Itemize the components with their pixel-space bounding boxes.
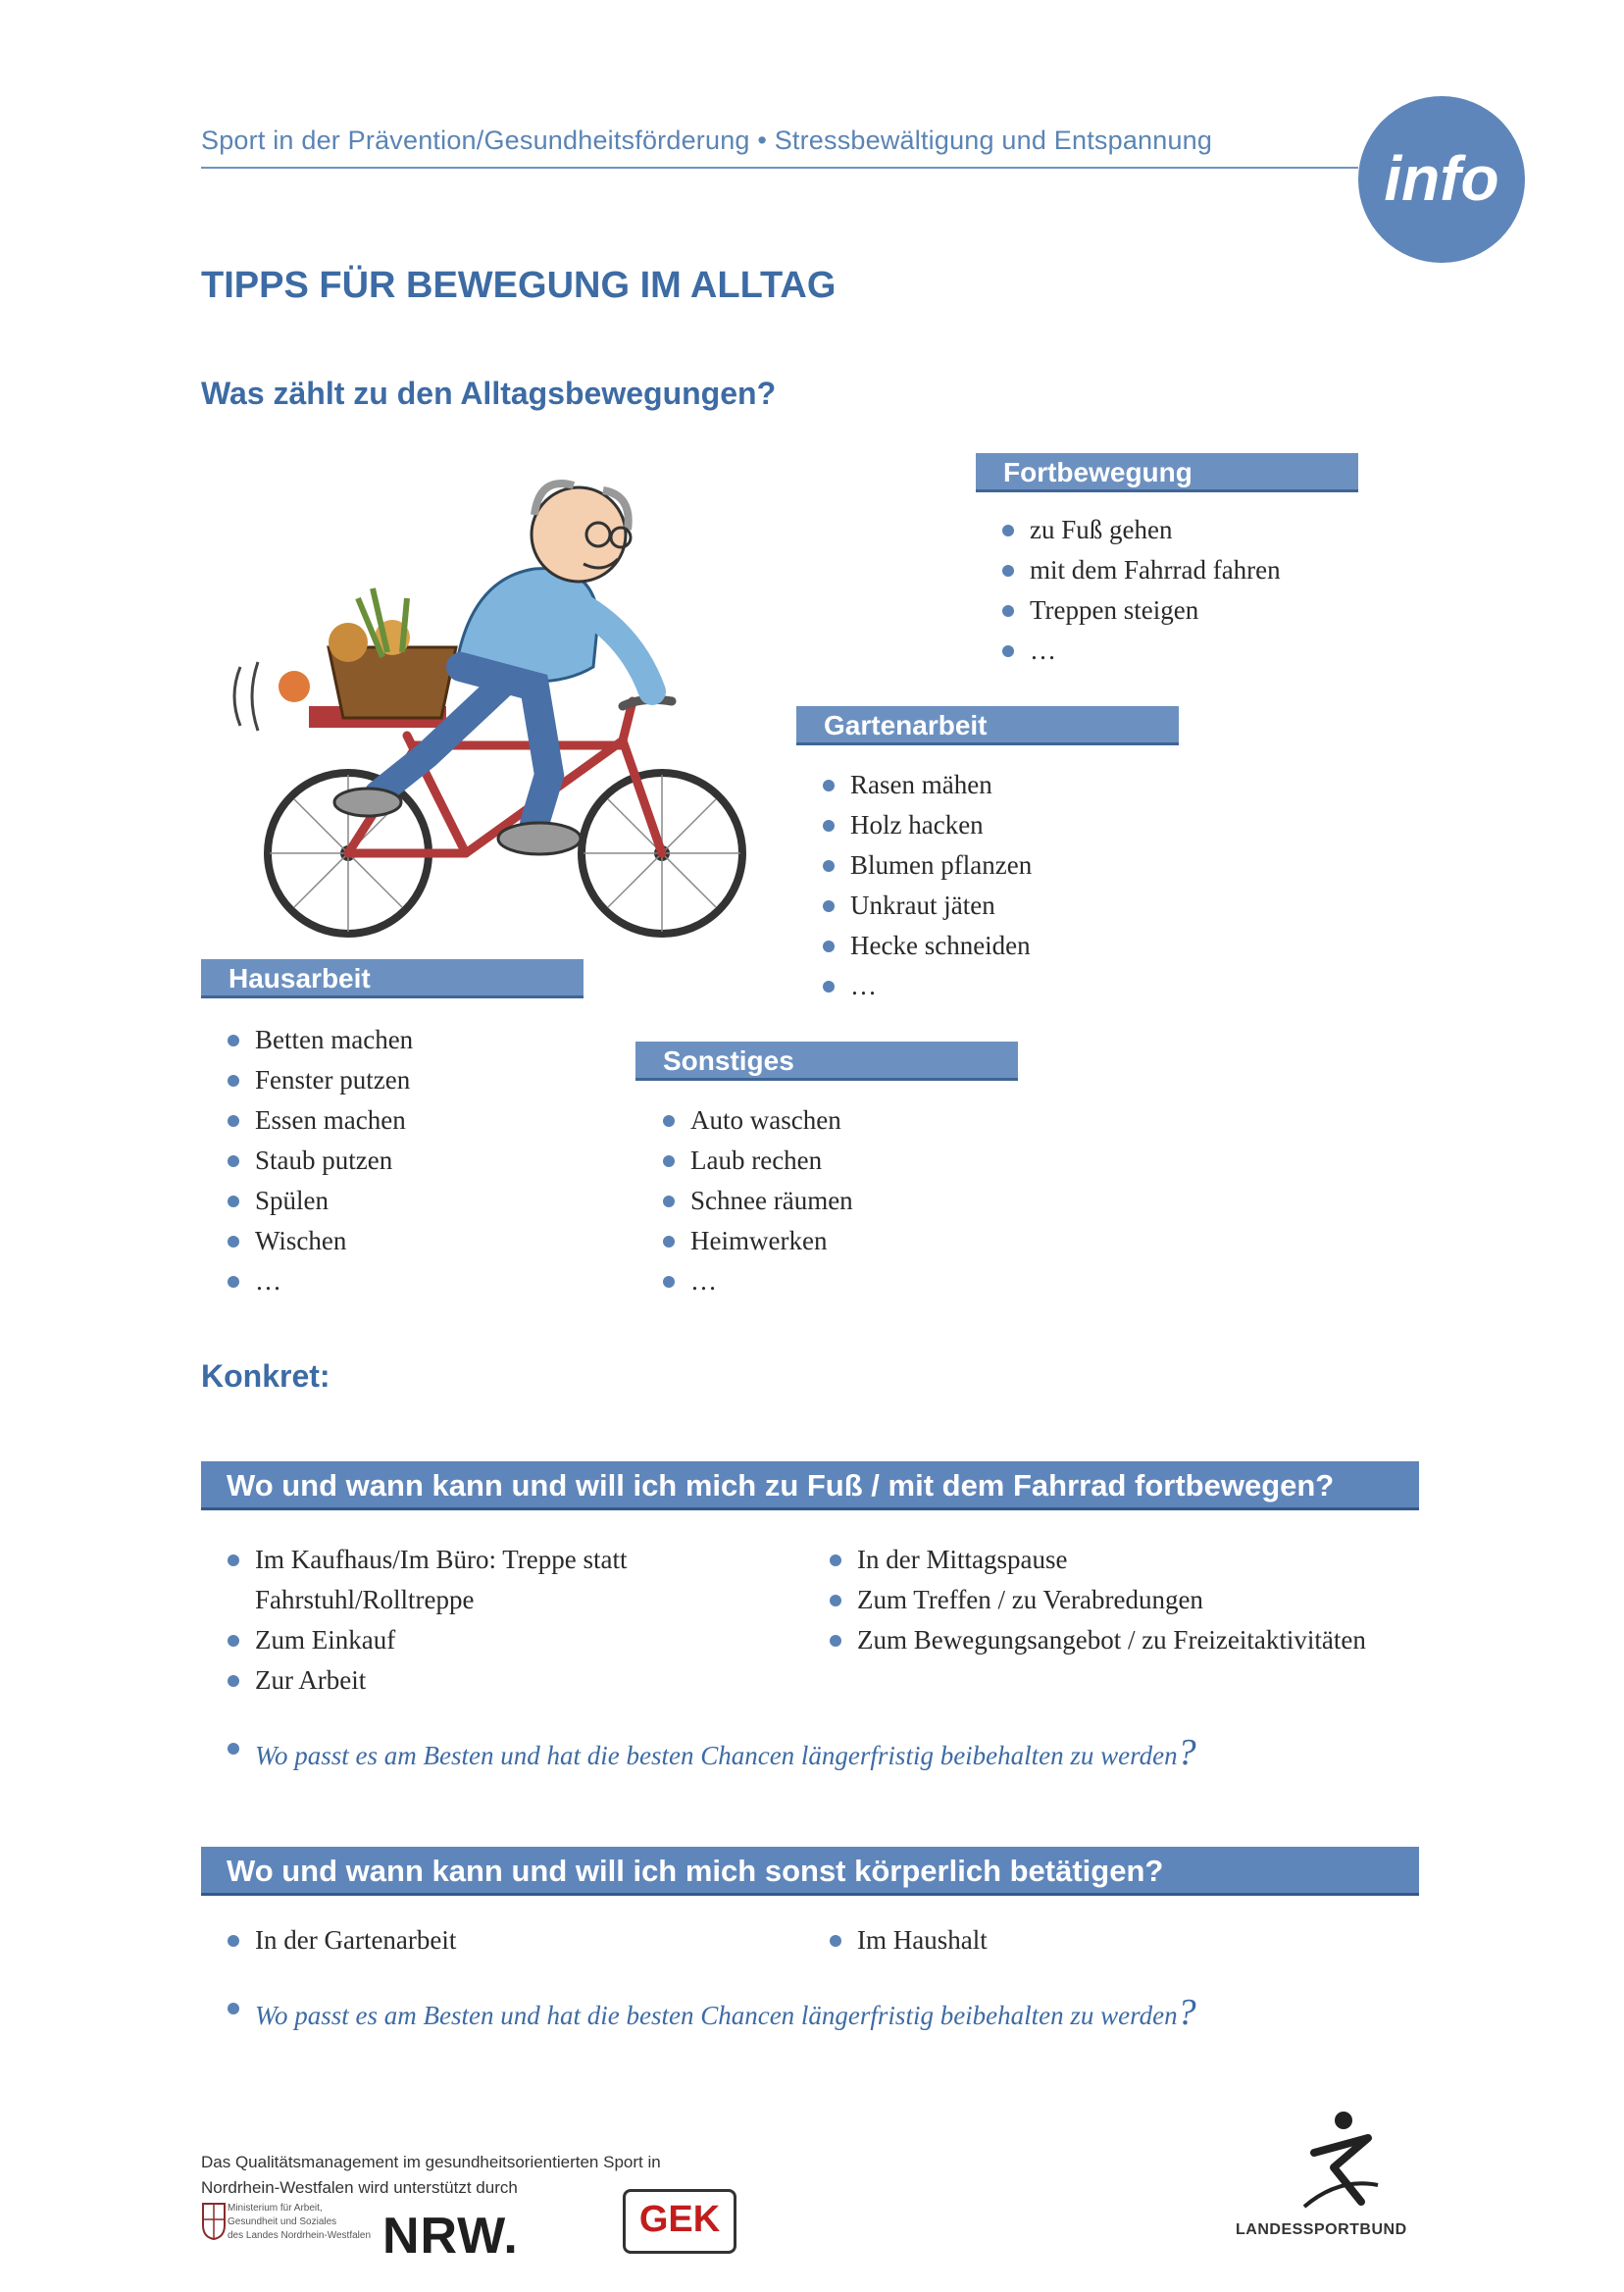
question-2-note-text: Wo passt es am Besten und hat die besten Chancen längerfristig beibehalten zu werden	[255, 2001, 1178, 2030]
list-item: Schnee räumen	[659, 1181, 853, 1221]
list-item: Betten machen	[224, 1020, 413, 1060]
question-2-right-list	[826, 1920, 1404, 1961]
list-item: Heimwerken	[659, 1221, 853, 1261]
landessportbund-logo-icon	[1294, 2109, 1383, 2216]
header-text: Sport in der Prävention/Gesundheitsförderung • Stressbewältigung und Entspannung	[201, 126, 1213, 155]
footer-line-1: Das Qualitätsmanagement im gesundheitsorientierten Sport in	[201, 2153, 661, 2171]
list-item: Im Haushalt	[826, 1920, 1404, 1961]
box-gartenarbeit-label: Gartenarbeit	[796, 706, 1179, 745]
list-item: Laub rechen	[659, 1141, 853, 1181]
list-item: In der Gartenarbeit	[224, 1920, 773, 1961]
box-hausarbeit-label: Hausarbeit	[201, 959, 584, 998]
list-item: Fenster putzen	[224, 1060, 413, 1100]
question-1-bar: Wo und wann kann und will ich mich zu Fuß / mit dem Fahrrad fortbewegen?	[201, 1461, 1419, 1510]
question-mark: ?	[1177, 1992, 1196, 2033]
box-sonstiges-label: Sonstiges	[635, 1042, 1018, 1081]
question-1-left-list	[224, 1540, 773, 1701]
question-1-note	[224, 1731, 1196, 1774]
coat-of-arms-icon	[201, 2202, 227, 2241]
box-fortbewegung-label: Fortbewegung	[976, 453, 1358, 492]
header-divider	[201, 167, 1358, 169]
nrw-logo: NRW.	[382, 2208, 519, 2265]
list-item: Wischen	[224, 1221, 413, 1261]
question-mark: ?	[1177, 1732, 1196, 1773]
list-item: Zum Treffen / zu Verabredungen	[826, 1580, 1404, 1620]
question-2-note	[224, 1991, 1196, 2034]
list-item: Holz hacken	[819, 805, 1032, 845]
cyclist-illustration	[211, 461, 780, 942]
list-item: Auto waschen	[659, 1100, 853, 1141]
list-item: Hecke schneiden	[819, 926, 1032, 966]
info-badge-text: info	[1384, 143, 1499, 214]
list-item: zu Fuß gehen	[998, 510, 1281, 550]
list-item: Unkraut jäten	[819, 886, 1032, 926]
list-fortbewegung	[998, 510, 1281, 671]
list-item: …	[659, 1261, 853, 1301]
list-item: Spülen	[224, 1181, 413, 1221]
list-item: mit dem Fahrrad fahren	[998, 550, 1281, 590]
list-item: …	[998, 631, 1281, 671]
landessportbund-logo-text: LANDESSPORTBUND	[1236, 2221, 1407, 2238]
list-item: Treppen steigen	[998, 590, 1281, 631]
list-item: Rasen mähen	[819, 765, 1032, 805]
question-1-right-list	[826, 1540, 1404, 1660]
list-item: Zur Arbeit	[224, 1660, 773, 1701]
footer-line-2: Nordrhein-Westfalen wird unterstützt durch	[201, 2178, 518, 2197]
question-1-note-text: Wo passt es am Besten und hat die besten Chancen längerfristig beibehalten zu werden	[255, 1741, 1178, 1770]
list-item: Zum Bewegungsangebot / zu Freizeitaktivitäten	[826, 1620, 1404, 1660]
list-item: Blumen pflanzen	[819, 845, 1032, 886]
footer-text	[201, 2150, 661, 2201]
list-item: In der Mittagspause	[826, 1540, 1404, 1580]
question-2-left-list	[224, 1920, 773, 1961]
page-title: TIPPS FÜR BEWEGUNG IM ALLTAG	[201, 265, 837, 306]
list-item: Zum Einkauf	[224, 1620, 773, 1660]
list-item: Im Kaufhaus/Im Büro: Treppe statt Fahrstuhl/Rolltreppe	[224, 1540, 773, 1620]
ministry-line-2: Gesundheit und Soziales	[228, 2216, 337, 2227]
ministry-logo-text	[228, 2202, 371, 2243]
konkret-heading: Konkret:	[201, 1358, 330, 1394]
list-gartenarbeit	[819, 765, 1032, 1006]
ministry-line-1: Ministerium für Arbeit,	[228, 2203, 323, 2214]
ministry-line-3: des Landes Nordrhein-Westfalen	[228, 2230, 372, 2241]
list-item: …	[819, 966, 1032, 1006]
section-subtitle: Was zählt zu den Alltagsbewegungen?	[201, 376, 777, 411]
list-sonstiges	[659, 1100, 853, 1301]
list-item: Staub putzen	[224, 1141, 413, 1181]
list-item: Essen machen	[224, 1100, 413, 1141]
list-hausarbeit	[224, 1020, 413, 1301]
gek-logo: GEK	[623, 2189, 736, 2254]
question-2-bar: Wo und wann kann und will ich mich sonst körperlich betätigen?	[201, 1847, 1419, 1896]
list-item: …	[224, 1261, 413, 1301]
